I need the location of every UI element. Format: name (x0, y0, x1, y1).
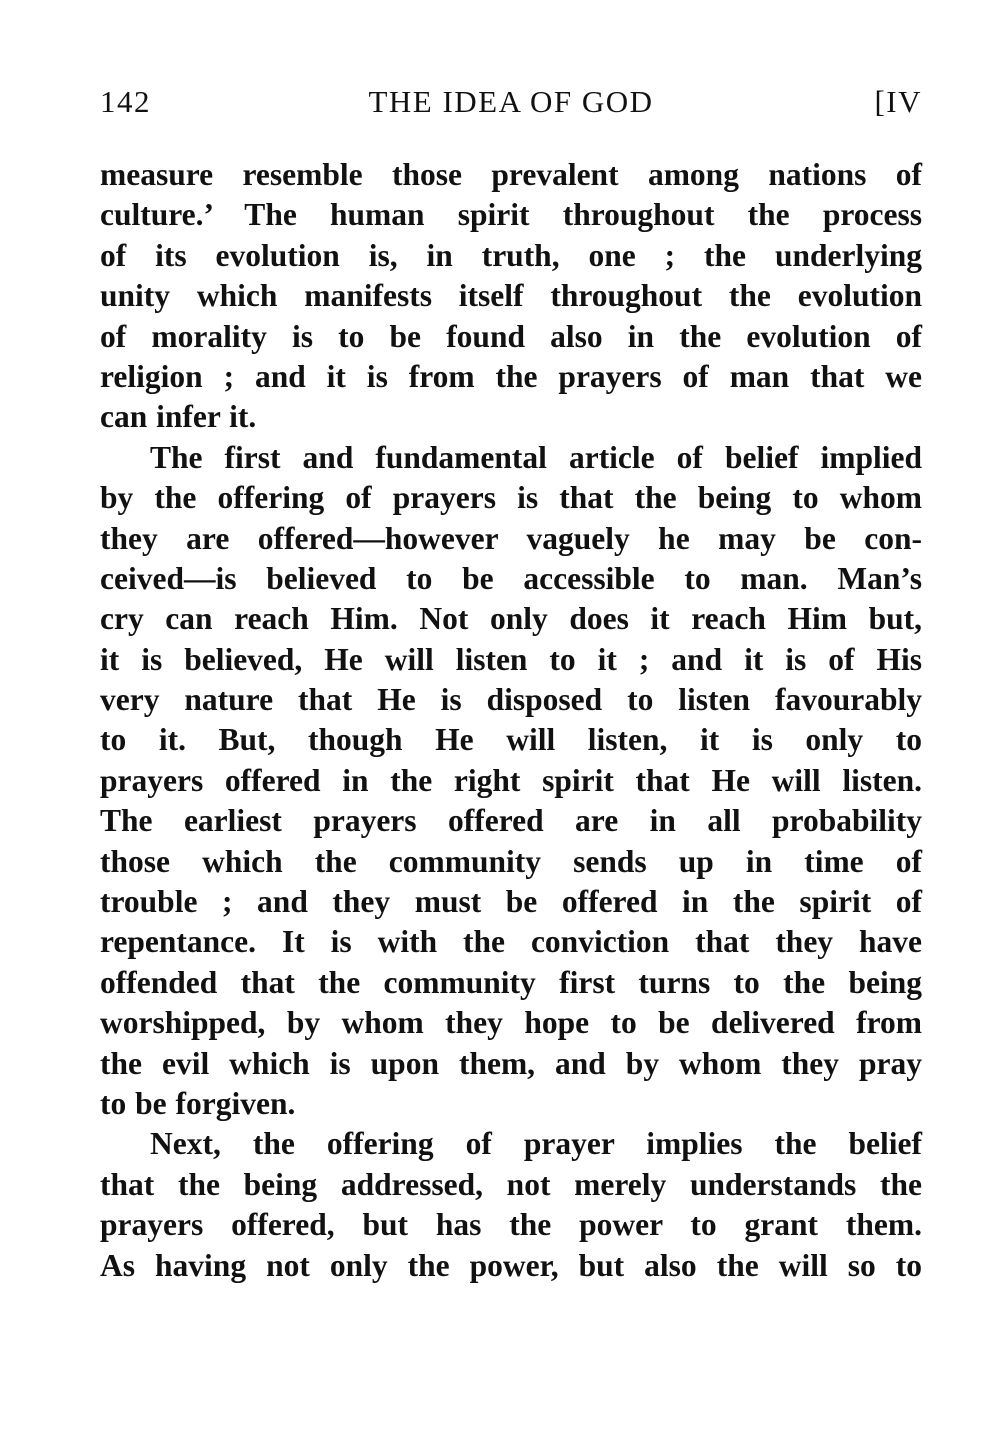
text-line: prayers offered, but has the power to grant them. (100, 1207, 922, 1243)
text-line: worshipped, by whom they hope to be delivered from (100, 1005, 922, 1041)
text-line: offended that the community first turns to the being (100, 964, 922, 1000)
text-line: it is believed, He will listen to it ; and it is of His (100, 641, 922, 677)
text-line: of its evolution is, in truth, one ; the underlying (100, 237, 922, 273)
paragraph-start-line: Next, the offering of prayer implies the belief (150, 1126, 922, 1162)
text-line: of morality is to be found also in the evolution of (100, 318, 922, 354)
text-line: the evil which is upon them, and by whom they pray (100, 1045, 922, 1081)
running-head (100, 84, 922, 124)
text-line: to be forgiven. (100, 1085, 296, 1121)
running-title: THE IDEA OF GOD (368, 84, 654, 119)
text-line: that the being addressed, not merely understands the (100, 1166, 922, 1202)
text-line: prayers offered in the right spirit that He will listen. (100, 762, 922, 798)
body-text (100, 155, 922, 1286)
text-line: to it. But, though He will listen, it is only to (100, 722, 922, 758)
text-line: religion ; and it is from the prayers of man that we (100, 358, 922, 394)
text-line: As having not only the power, but also the will so to (100, 1247, 922, 1283)
page-number: 142 (100, 84, 151, 119)
text-line: very nature that He is disposed to listen favourably (100, 682, 922, 718)
text-line: cry can reach Him. Not only does it reach Him but, (100, 601, 922, 637)
text-line: can infer it. (100, 399, 257, 435)
text-line: repentance. It is with the conviction that they have (100, 924, 922, 960)
text-line: those which the community sends up in time of (100, 843, 922, 879)
text-line: trouble ; and they must be offered in the spirit of (100, 884, 922, 920)
text-line: by the offering of prayers is that the being to whom (100, 480, 922, 516)
text-line: measure resemble those prevalent among nations of (100, 157, 922, 192)
text-line: ceived—is believed to be accessible to man. Man’s (100, 560, 922, 596)
chapter-mark: [IV (874, 84, 922, 119)
text-line: culture.’ The human spirit throughout the process (100, 197, 922, 233)
text-line: they are offered—however vaguely he may be con- (100, 520, 922, 556)
paragraph-start-line: The first and fundamental article of belief implied (150, 439, 922, 475)
text-line: unity which manifests itself throughout the evolution (100, 278, 922, 314)
text-line: The earliest prayers offered are in all probability (100, 803, 922, 839)
